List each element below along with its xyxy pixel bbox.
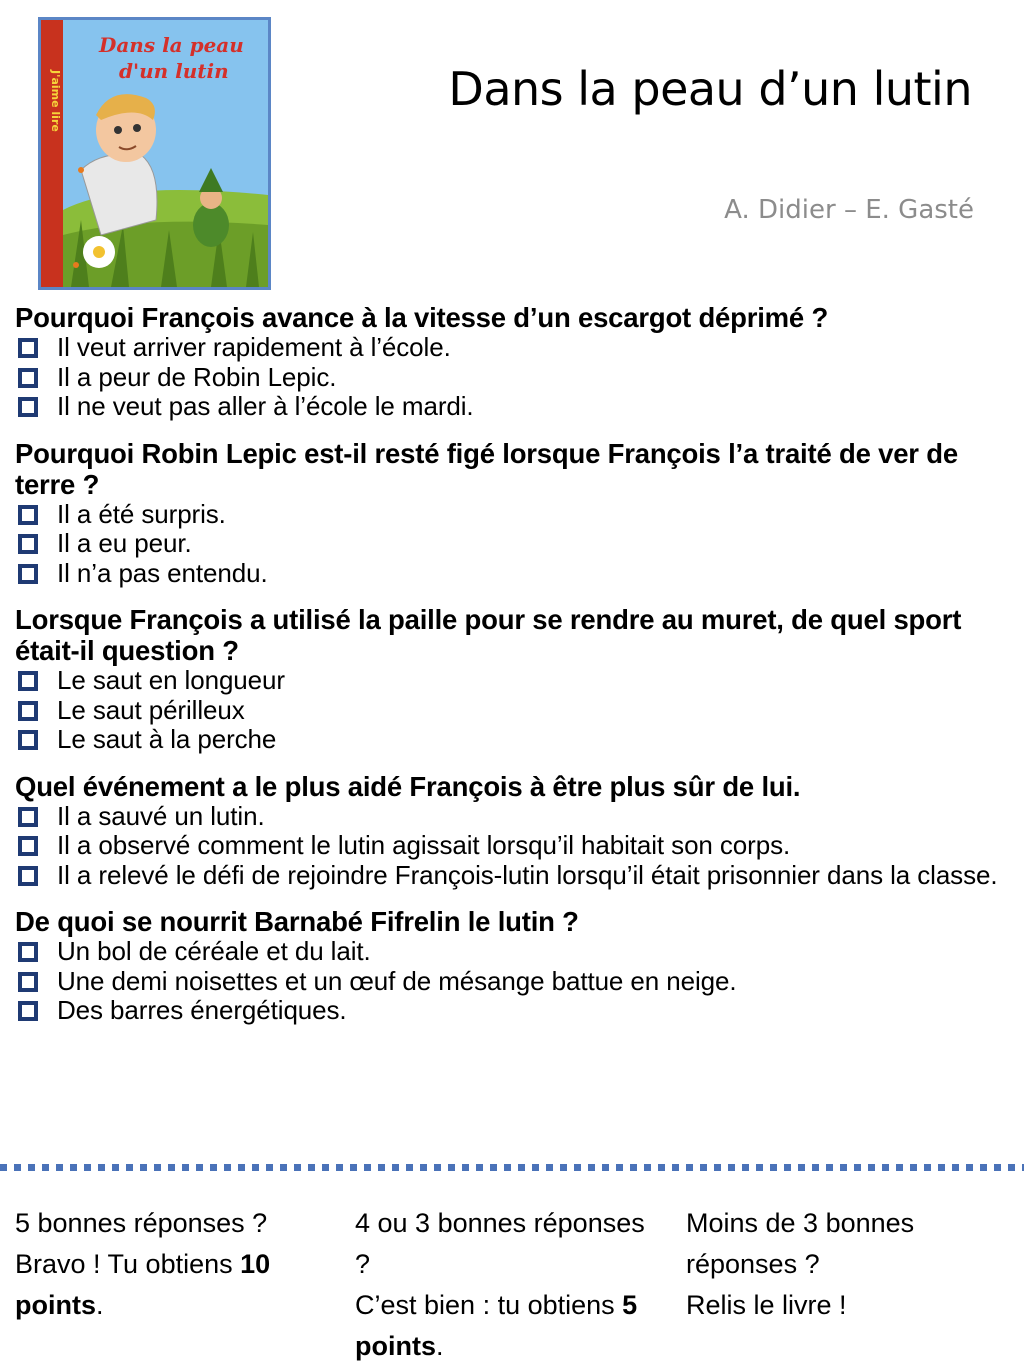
score-suffix: . — [436, 1331, 444, 1361]
question-text: Quel événement a le plus aidé François à être plus sûr de lui. — [15, 770, 801, 802]
answer-option[interactable] — [15, 559, 1010, 589]
checkbox-icon[interactable] — [18, 730, 38, 750]
question-text: Lorsque François a utilisé la paille pour se rendre au muret, de quel sport était-il question ? — [15, 604, 962, 666]
answer-option[interactable] — [15, 937, 1010, 967]
question-3 — [15, 604, 1010, 755]
answer-option[interactable] — [15, 861, 1010, 891]
answer-option[interactable] — [15, 696, 1010, 726]
answer-options — [15, 666, 1010, 755]
answer-options — [15, 802, 1010, 891]
answer-option[interactable] — [15, 333, 1010, 363]
score-points-value: 5 — [622, 1290, 638, 1320]
question-text: De quoi se nourrit Barnabé Fifrelin le lutin ? — [15, 906, 579, 937]
answer-label: Le saut à la perche — [57, 724, 277, 754]
score-less-3-answers — [686, 1203, 1006, 1326]
answer-label: Il n’a pas entendu. — [57, 557, 268, 588]
checkbox-icon[interactable] — [18, 671, 38, 691]
answer-options — [15, 937, 1010, 1026]
score-5-answers — [15, 1203, 335, 1326]
checkbox-icon[interactable] — [18, 505, 38, 525]
checkbox-icon[interactable] — [18, 397, 38, 417]
question-text: Pourquoi Robin Lepic est-il resté figé lorsque François l’a traité de ver de terre ? — [15, 437, 958, 500]
book-authors: A. Didier – E. Gasté — [724, 195, 974, 225]
answer-option[interactable] — [15, 529, 1010, 559]
score-result-text: Bravo ! Tu obtiens — [15, 1249, 241, 1279]
score-4-3-answers — [355, 1203, 655, 1365]
answer-option[interactable] — [15, 725, 1010, 755]
score-condition: Moins de 3 bonnes réponses ? — [686, 1208, 915, 1279]
answer-label: Il ne veut pas aller à l’école le mardi. — [57, 391, 474, 421]
svg-text:Dans la peau: Dans la peau — [99, 33, 244, 57]
answer-label: Le saut périlleux — [57, 694, 245, 725]
score-result-text: C’est bien : tu obtiens — [355, 1290, 623, 1320]
checkbox-icon[interactable] — [18, 972, 38, 992]
answer-label: Il a sauvé un lutin. — [57, 800, 265, 831]
checkbox-icon[interactable] — [18, 534, 38, 554]
answer-options — [15, 333, 1010, 422]
answer-option[interactable] — [15, 500, 1010, 530]
score-suffix: . — [96, 1290, 104, 1320]
checkbox-icon[interactable] — [18, 942, 38, 962]
answer-label: Il a peur de Robin Lepic. — [57, 361, 337, 392]
question-2 — [15, 438, 1010, 589]
checkbox-icon[interactable] — [18, 564, 38, 584]
answer-option[interactable] — [15, 666, 1010, 696]
answer-label: Un bol de céréale et du lait. — [57, 936, 371, 966]
score-result-text: Relis le livre ! — [686, 1290, 847, 1320]
question-5 — [15, 906, 1010, 1026]
answer-option[interactable] — [15, 363, 1010, 393]
cover-series-text: J'aime lire — [49, 70, 62, 132]
book-cover-image — [38, 17, 271, 290]
checkbox-icon[interactable] — [18, 1001, 38, 1021]
answer-label: Il a relevé le défi de rejoindre François-lutin lorsqu’il était prisonnier dans la classe. — [57, 859, 998, 890]
score-points-word: points — [355, 1331, 436, 1361]
question-text: Pourquoi François avance à la vitesse d’un escargot déprimé ? — [15, 302, 829, 333]
checkbox-icon[interactable] — [18, 836, 38, 856]
checkbox-icon[interactable] — [18, 368, 38, 388]
answer-option[interactable] — [15, 392, 1010, 422]
answer-label: Il a eu peur. — [57, 528, 192, 558]
checkbox-icon[interactable] — [18, 866, 38, 886]
answer-option[interactable] — [15, 996, 1010, 1026]
quiz-questions — [15, 302, 1010, 1042]
answer-label: Une demi noisettes et un œuf de mésange battue en neige. — [57, 965, 737, 996]
book-title: Dans la peau d’un lutin — [448, 62, 972, 116]
checkbox-icon[interactable] — [18, 807, 38, 827]
answer-option[interactable] — [15, 967, 1010, 997]
answer-label: Des barres énergétiques. — [57, 995, 347, 1025]
score-condition: 5 bonnes réponses ? — [15, 1208, 268, 1238]
checkbox-icon[interactable] — [18, 338, 38, 358]
answer-label: Il a observé comment le lutin agissait lorsqu’il habitait son corps. — [57, 830, 791, 860]
answer-options — [15, 500, 1010, 589]
score-condition: 4 ou 3 bonnes réponses ? — [355, 1208, 645, 1279]
answer-label: Il veut arriver rapidement à l’école. — [57, 332, 451, 362]
dotted-separator — [0, 1164, 1024, 1171]
answer-option[interactable] — [15, 831, 1010, 861]
checkbox-icon[interactable] — [18, 701, 38, 721]
question-4 — [15, 771, 1010, 891]
answer-label: Il a été surpris. — [57, 498, 226, 529]
score-points-word: points — [15, 1290, 96, 1320]
question-1 — [15, 302, 1010, 422]
book-cover-illustration — [41, 20, 268, 287]
score-points-value: 10 — [240, 1249, 271, 1279]
svg-text:d'un lutin: d'un lutin — [119, 59, 229, 83]
answer-label: Le saut en longueur — [57, 665, 285, 695]
answer-option[interactable] — [15, 802, 1010, 832]
